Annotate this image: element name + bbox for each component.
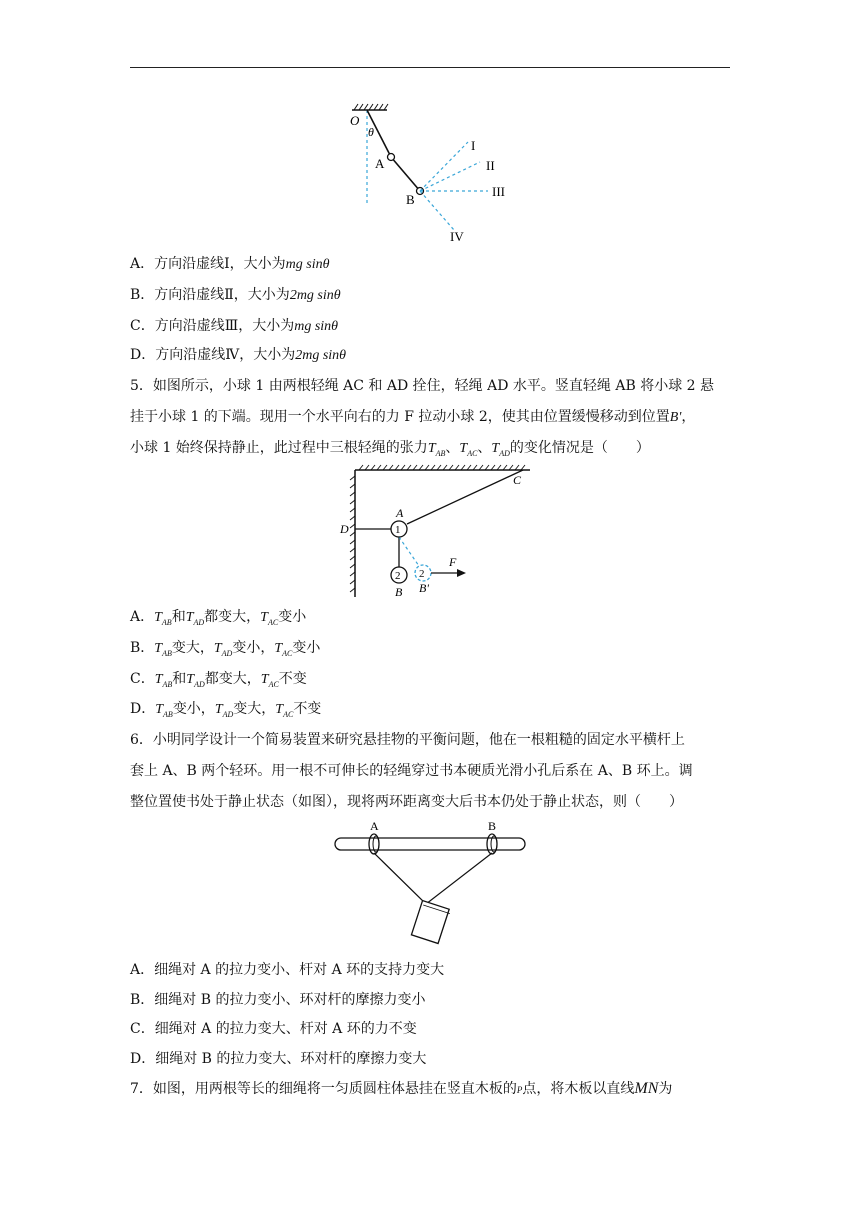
tension-ac: $T_{AC}$ [459, 441, 478, 458]
ball-2-moved-label: 2 [419, 568, 425, 580]
q4-option-a: A．方向沿虚线Ⅰ，大小为mg sinθ [130, 256, 330, 272]
q4-option-d-expr: 2mg sinθ [295, 348, 347, 363]
q6-option-d: D．细绳对 B 的拉力变大、环对杆的摩擦力变大 [130, 1051, 427, 1067]
figure-balls [335, 462, 535, 602]
q4-option-c-expr: mg sinθ [294, 319, 339, 334]
label-A: A [375, 156, 385, 171]
q7-line-1: 7．如图，用两根等长的细绳将一匀质圆柱体悬挂在竖直木板的P点，将木板以直线MN为 [130, 1080, 673, 1097]
q4-option-d: D．方向沿虚线Ⅳ，大小为2mg sinθ [130, 347, 347, 363]
label-B: B [395, 585, 403, 599]
label-theta: θ [368, 125, 374, 139]
label-B: B [406, 192, 415, 207]
label-I: I [471, 138, 476, 153]
ball-2-label: 2 [395, 570, 401, 582]
q5-line-1: 5．如图所示，小球 1 由两根轻绳 AC 和 AD 拴住，轻绳 AD 水平。竖直轻绳 AB 将小球 2 悬 [130, 378, 715, 394]
q4-option-c: C．方向沿虚线Ⅲ，大小为mg sinθ [130, 318, 339, 334]
q4-option-a-expr: mg sinθ [285, 257, 330, 272]
label-A: A [396, 506, 404, 520]
ball-1-label: 1 [395, 524, 401, 536]
figure-pendulum [340, 100, 520, 245]
q5-option-d: D．$T_{AB}$变小，$T_{AD}$变大，$T_{AC}$不变 [130, 701, 322, 719]
q6-line-2: 套上 A、B 两个轻环。用一根不可伸长的轻绳穿过书本硬质光滑小孔后系在 A、B 环上。调 [130, 763, 693, 779]
q5-line-2: 挂于小球 1 的下端。现用一个水平向右的力 F 拉动小球 2，使其由位置缓慢移动到位置B'， [130, 409, 696, 425]
q4-option-b-expr: 2mg sinθ [289, 288, 341, 303]
label-III: III [492, 184, 505, 199]
q5-option-b: B．$T_{AB}$变大，$T_{AD}$变小，$T_{AC}$变小 [130, 640, 321, 658]
tension-ad: $T_{AD}$ [491, 441, 510, 458]
q5-line-3: 小球 1 始终保持静止，此过程中三根轻绳的张力$T_{AB}$、$T_{AC}$、$T_{AD}$的变化情况是（ ） [130, 440, 650, 458]
q6-line-1: 6．小明同学设计一个简易装置来研究悬挂物的平衡问题，他在一根粗糙的固定水平横杆上 [130, 732, 685, 748]
label-F: F [449, 555, 457, 569]
header-rule [130, 67, 730, 68]
q6-option-c: C．细绳对 A 的拉力变大、杆对 A 环的力不变 [130, 1021, 417, 1037]
figure-rod-book [330, 818, 530, 948]
q5-option-a: A．$T_{AB}$和$T_{AD}$都变大，$T_{AC}$变小 [130, 609, 307, 627]
tension-ab: $T_{AB}$ [427, 441, 446, 458]
q6-option-a: A．细绳对 A 的拉力变小、杆对 A 环的支持力变大 [130, 962, 445, 978]
q4-option-b: B．方向沿虚线Ⅱ，大小为2mg sinθ [130, 287, 341, 303]
label-B: B [488, 819, 497, 833]
q5-option-c: C．$T_{AB}$和$T_{AD}$都变大，$T_{AC}$不变 [130, 671, 307, 689]
label-II: II [486, 158, 495, 173]
label-IV: IV [450, 229, 464, 244]
label-D: D [340, 522, 349, 536]
q6-option-b: B．细绳对 B 的拉力变小、环对杆的摩擦力变小 [130, 992, 426, 1008]
label-O: O [350, 113, 360, 128]
q6-line-3: 整位置使书处于静止状态（如图），现将两环距离变大后书本仍处于静止状态，则（ ） [130, 794, 683, 810]
label-B-prime: B' [419, 581, 429, 595]
label-A: A [370, 819, 379, 833]
label-C: C [513, 473, 522, 487]
